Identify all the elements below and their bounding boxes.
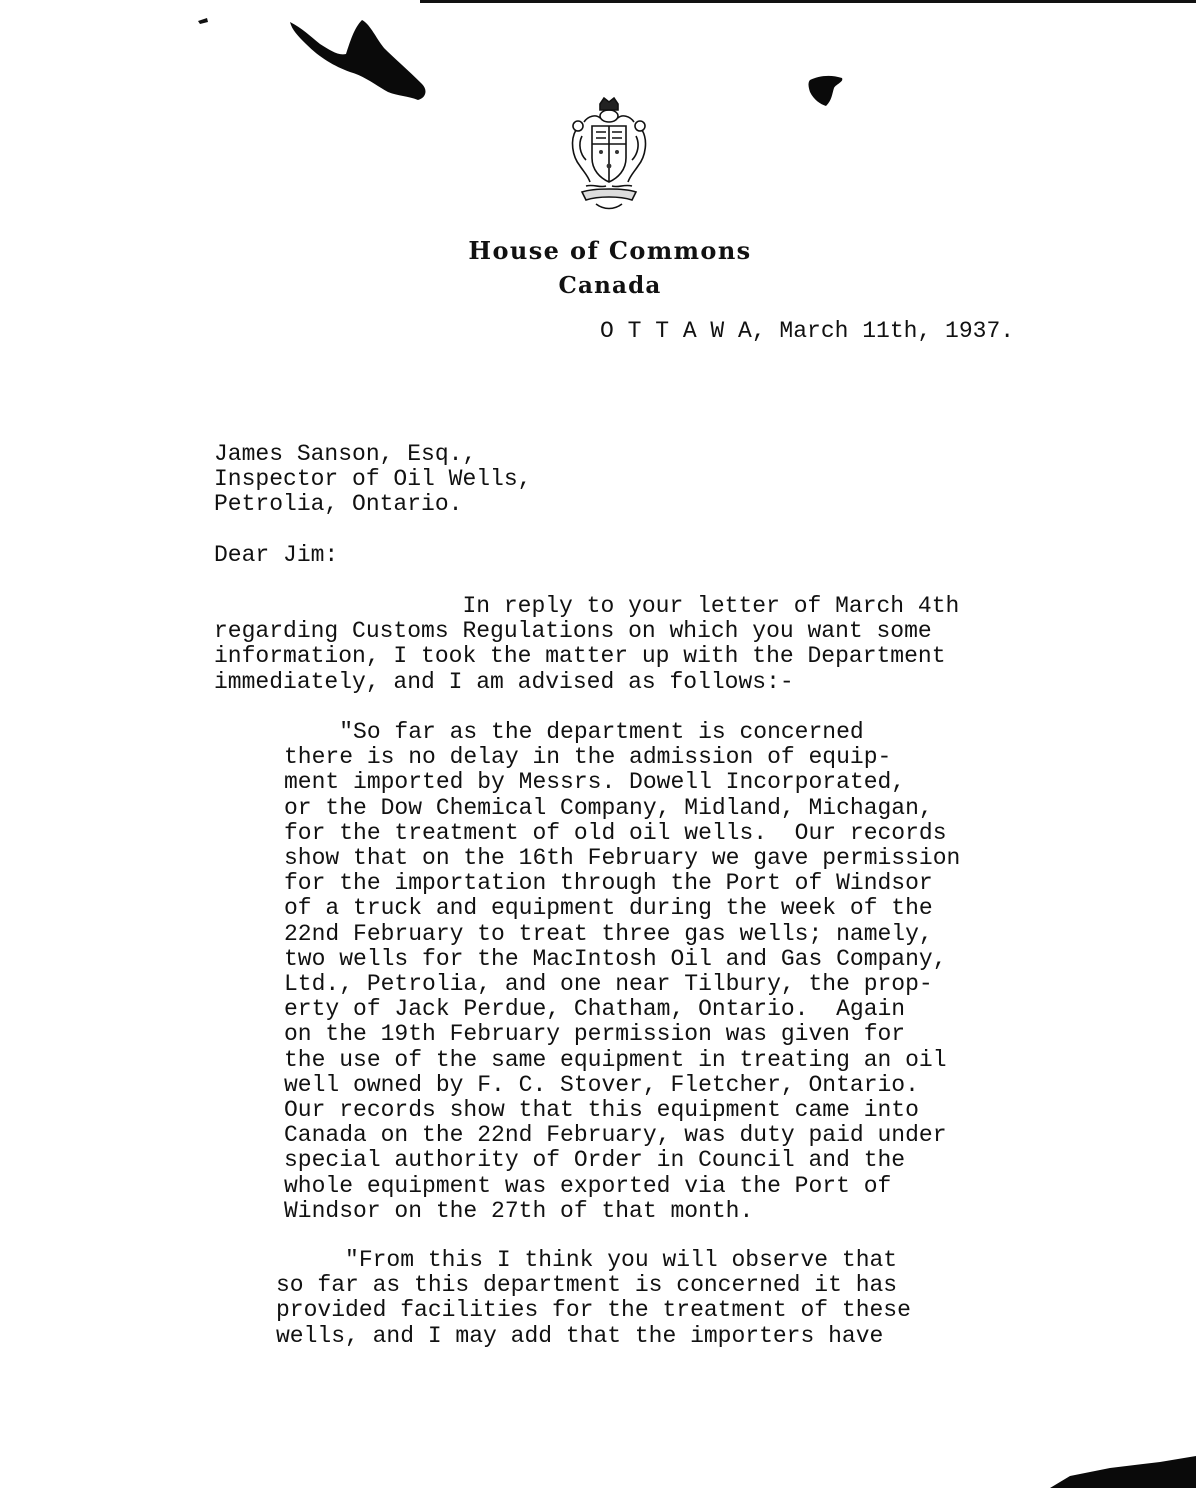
text-line: two wells for the MacIntosh Oil and Gas Company, <box>284 945 947 972</box>
address-line: James Sanson, Esq., <box>214 441 477 467</box>
text-line: Our records show that this equipment came into <box>284 1097 919 1124</box>
text-line: so far as this department is concerned it has <box>276 1272 898 1299</box>
address-line: Petrolia, Ontario. <box>214 491 463 517</box>
text-line: there is no delay in the admission of equip- <box>284 744 892 771</box>
text-line: the use of the same equipment in treating an oil <box>284 1046 947 1073</box>
text-line: In reply to your letter of March 4th <box>214 593 960 619</box>
intro-paragraph <box>214 594 959 695</box>
text-line: immediately, and I am advised as follows:- <box>214 668 794 695</box>
text-line: "From this I think you will observe that <box>276 1247 898 1273</box>
dateline: O T T A W A, March 11th, 1937. <box>600 318 1015 344</box>
torn-ink-blot <box>290 14 430 102</box>
quoted-paragraph-2 <box>276 1248 911 1349</box>
text-line: whole equipment was exported via the Port of <box>284 1172 892 1199</box>
text-line: provided facilities for the treatment of these <box>276 1297 911 1324</box>
text-line: of a truck and equipment during the week of the <box>284 895 933 922</box>
ink-smudge <box>806 74 846 108</box>
text-line: Ltd., Petrolia, and one near Tilbury, the prop- <box>284 971 933 998</box>
text-line: or the Dow Chemical Company, Midland, Michagan, <box>284 794 933 821</box>
text-line: on the 19th February permission was given for <box>284 1021 906 1048</box>
salutation: Dear Jim: <box>214 542 339 568</box>
address-line: Inspector of Oil Wells, <box>214 466 532 492</box>
text-line: special authority of Order in Council and the <box>284 1147 906 1174</box>
text-line: information, I took the matter up with the Department <box>214 643 946 670</box>
text-line: Windsor on the 27th of that month. <box>284 1197 754 1224</box>
ink-mark <box>198 18 208 24</box>
text-line: erty of Jack Perdue, Chatham, Ontario. Again <box>284 996 906 1023</box>
text-line: well owned by F. C. Stover, Fletcher, Ontario. <box>284 1071 919 1098</box>
letterhead-subtitle: Canada <box>558 272 662 299</box>
text-line: regarding Customs Regulations on which you want some <box>214 618 932 645</box>
text-line: for the importation through the Port of Windsor <box>284 870 933 897</box>
text-line: 22nd February to treat three gas wells; namely, <box>284 920 933 947</box>
text-line: for the treatment of old oil wells. Our records <box>284 819 947 846</box>
letterhead-title: House of Commons <box>468 236 752 265</box>
quoted-paragraph-1 <box>284 720 960 1224</box>
text-line: show that on the 16th February we gave permission <box>284 845 961 872</box>
page-corner-shadow <box>1050 1448 1196 1488</box>
coat-of-arms-icon <box>566 96 652 214</box>
recipient-address <box>214 442 531 517</box>
text-line: wells, and I may add that the importers have <box>276 1322 884 1349</box>
page-top-edge <box>420 0 1196 3</box>
text-line: Canada on the 22nd February, was duty paid under <box>284 1122 947 1149</box>
text-line: "So far as the department is concerned <box>284 719 864 745</box>
text-line: ment imported by Messrs. Dowell Incorporated, <box>284 769 906 796</box>
